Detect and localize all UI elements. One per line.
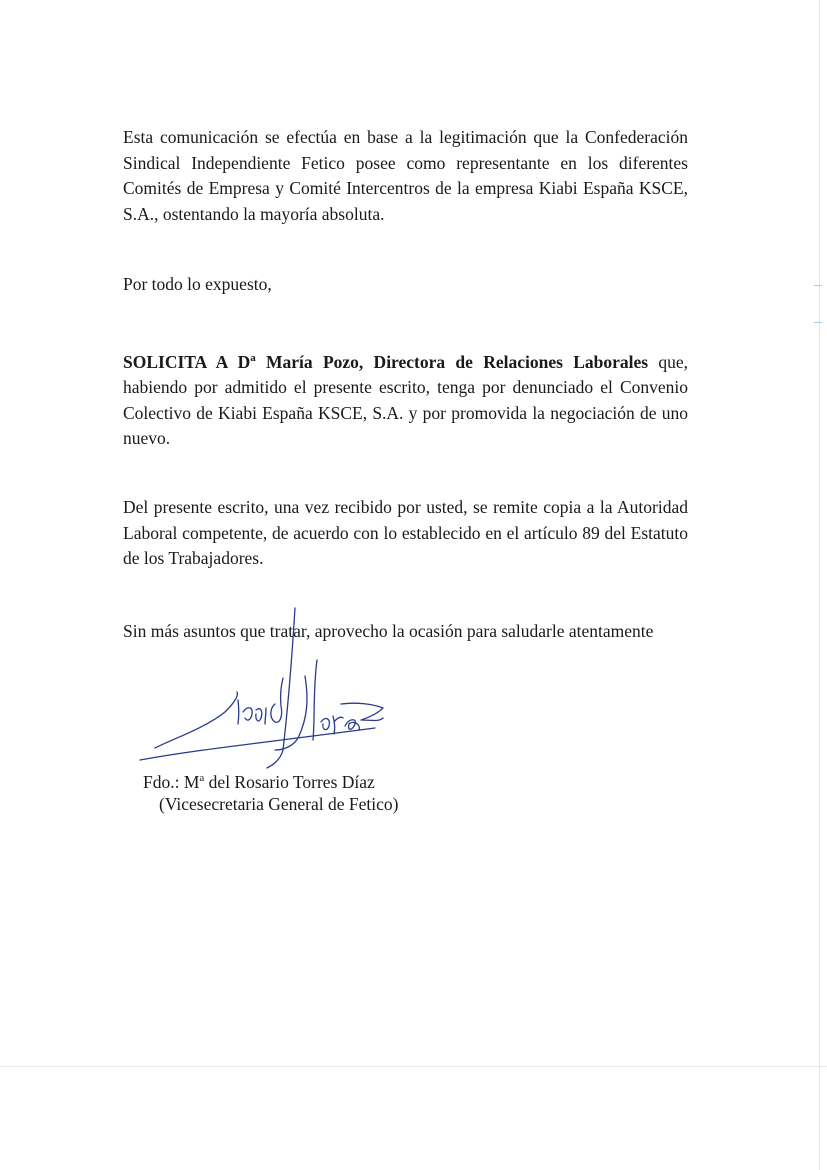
solicita-body: que, habiendo por admitido el presente escrito, tenga por denunciado el Convenio Colectivo de Kiabi España KSCE, S.A. y por promovida la negociación de uno nuevo. bbox=[123, 351, 688, 449]
page-edge-right bbox=[819, 0, 820, 1170]
paragraph-solicita bbox=[123, 346, 688, 452]
page-edge-bottom bbox=[0, 1066, 827, 1067]
signed-by bbox=[143, 766, 375, 795]
paragraph-copia: Del presente escrito, una vez recibido por usted, se remite copia a la Autoridad Laboral competente, de acuerdo con lo establecido en el artículo 89 del Estatuto de los Trabajadores. bbox=[123, 497, 688, 568]
solicita-superscript: a bbox=[250, 352, 256, 364]
scan-mark bbox=[814, 285, 822, 286]
signed-by-prefix: Fdo.: M bbox=[143, 771, 200, 792]
signed-by-name: del Rosario Torres Díaz bbox=[204, 771, 375, 792]
scan-mark bbox=[814, 322, 822, 323]
paragraph-legitimation: Esta comunicación se efectúa en base a la legitimación que la Confederación Sindical Independiente Fetico posee como representante en los diferentes Comités de Empresa y Comité Intercentros de la empresa Kiabi España KSCE, S.A., ostentando la mayoría absoluta. bbox=[123, 127, 688, 224]
handwritten-signature bbox=[135, 600, 395, 770]
paragraph-closing: Sin más asuntos que tratar, aprovecho la ocasión para saludarle atentamente bbox=[123, 621, 654, 641]
solicita-prefix: SOLICITA A D bbox=[123, 351, 251, 372]
signed-by-superscript: a bbox=[199, 772, 205, 784]
signer-role: (Vicesecretaria General de Fetico) bbox=[159, 794, 399, 814]
solicita-recipient: María Pozo, Directora de Relaciones Laborales bbox=[255, 351, 649, 372]
paragraph-expuesto: Por todo lo expuesto, bbox=[123, 274, 272, 294]
